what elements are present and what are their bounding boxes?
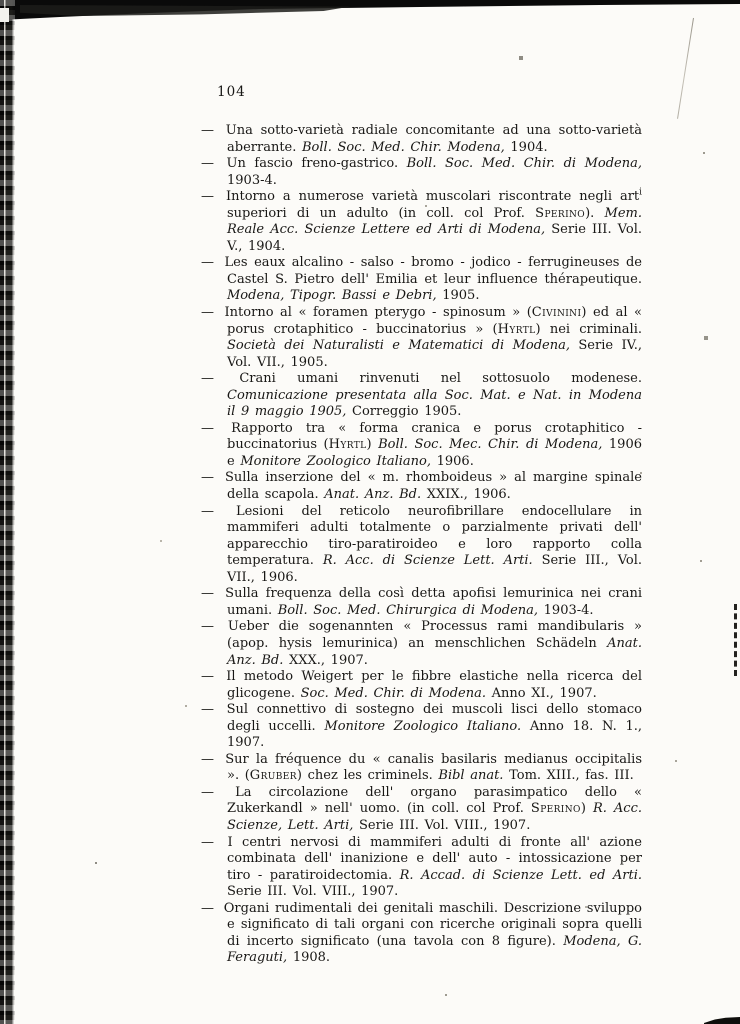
entry-text-segment: Sperino: [530, 801, 581, 817]
bibliography-entry: [201, 835, 642, 901]
entry-text-segment: Un fascio freno-gastrico.: [226, 156, 407, 172]
entry-text-segment: ).: [585, 205, 605, 221]
entry-text-segment: Sperino: [535, 205, 586, 221]
entry-dash: —: [201, 156, 223, 172]
entry-text-segment: R. Acc. di Scienze Lett. Arti.: [322, 553, 533, 569]
entry-dash: —: [201, 900, 220, 916]
bibliography-entry: [201, 305, 642, 371]
entry-text-segment: ) nei criminali.: [535, 321, 642, 337]
entry-text-segment: ): [366, 437, 379, 453]
entry-dash: —: [201, 255, 221, 271]
entry-text-segment: Crani umani rinvenuti nel sottosuolo modenese.: [239, 371, 643, 387]
entry-text-segment: 1908.: [287, 950, 331, 966]
entry-text-segment: Modena, G. Feraguti,: [227, 933, 642, 966]
entry-text-segment: 1905.: [436, 288, 480, 304]
entry-text-segment: Il metodo Weigert per le fibbre elastiche nella ricerca del glicogene.: [226, 669, 643, 701]
entry-text-segment: ) chez les criminels.: [296, 768, 439, 784]
bibliography-entry: [201, 619, 642, 669]
scan-artifact-top-smudge: [20, 5, 350, 16]
scan-artifact-corner-notch: [0, 8, 9, 22]
entry-text-segment: R. Accad. di Scienze Lett. ed Arti.: [399, 867, 643, 883]
entry-text-segment: superiori di un adulto (in coll. col Prof.: [227, 205, 536, 221]
entry-dash: —: [201, 586, 222, 602]
entry-text-segment: Bibl anat.: [438, 768, 504, 784]
bibliography-entry: [201, 421, 642, 471]
entry-text-segment: Intorno al « foramen pterygo - spinosum » (: [224, 305, 532, 321]
entry-text-segment: Gruber: [249, 768, 297, 784]
page-number: 104: [217, 84, 246, 100]
entry-text-segment: Sulla inserzione del « m. rhomboideus » al margine spinale della scapola.: [225, 470, 642, 503]
entry-text-segment: Sulla frequenza della così detta apofisi lemurinica nei crani umani.: [225, 586, 642, 618]
entry-text-segment: Rapporto tra « forma cranica e porus crotaphitico - buccinatorius (: [227, 420, 642, 453]
entry-text-segment: Les eaux alcalino - salso - bromo - jodico - ferrugineuses de Castel S. Pietro dell' Emilia et leur influence thérapeutique.: [224, 255, 642, 287]
bibliography-entry: [201, 752, 642, 785]
entry-text-segment: Boll. Soc. Med. Chirurgica di Modena,: [277, 602, 539, 618]
entry-dash: —: [201, 751, 222, 767]
scan-artifact-right-dashes: [734, 604, 737, 676]
bibliography-entry: [201, 470, 642, 503]
entry-text-segment: Serie IV., Vol. VII., 1905.: [227, 338, 642, 370]
bibliography-entry: [201, 586, 642, 619]
entry-dash: —: [201, 305, 221, 321]
entry-text-segment: Boll. Soc. Mec. Chir. di Modena,: [378, 437, 603, 453]
entry-text-segment: La circolazione dell' organo parasimpatico dello « Zukerkandl » nell' uomo. (in coll. col Prof.: [227, 784, 642, 817]
bibliography-entry: [201, 255, 642, 305]
entry-text-segment: Monitore Zoologico Italiano,: [240, 453, 431, 469]
entry-text-segment: ): [580, 801, 593, 817]
entry-dash: —: [201, 619, 224, 635]
bibliography-entry: [201, 123, 642, 156]
entry-text-segment: ) ed al « porus crotaphitico - buccinatorius » (: [227, 305, 642, 337]
entry-text-segment: Serie III. Vol. VIII., 1907.: [227, 884, 399, 900]
entry-text-segment: Serie III., Vol. VII., 1906.: [227, 553, 643, 585]
entry-text-segment: Hyrtl: [497, 321, 536, 337]
bibliography-list: [201, 123, 642, 967]
scan-artifact-scratch: [677, 18, 694, 119]
entry-text-segment: Organi rudimentali dei genitali maschili. Descrizione sviluppo e significato di tali organi con ricerche originali sopra quelli di incerto significato (una tavola con 8 figure).: [223, 900, 642, 949]
entry-text-segment: I centri nervosi di mammiferi adulti di fronte all' azione combinata dell' inanizione e dell' auto - intossicazione per tiro - paratiroidectomia.: [227, 834, 642, 883]
entry-dash: —: [201, 470, 222, 486]
entry-text-segment: Civinini: [531, 305, 582, 321]
entry-text-segment: Boll. Soc. Med. Chir. Modena,: [302, 139, 505, 155]
entry-dash: —: [201, 784, 232, 800]
scan-artifact-bottom-mark: [704, 1017, 740, 1024]
entry-text-segment: Serie III. Vol. VIII., 1907.: [353, 817, 531, 833]
entry-dash: —: [201, 420, 228, 436]
entry-dash: —: [201, 189, 222, 205]
entry-text-segment: Hyrtl: [328, 437, 367, 453]
entry-text-segment: Società dei Naturalisti e Matematici di Modena,: [227, 338, 570, 354]
bibliography-entry: [201, 785, 642, 835]
entry-dash: —: [201, 834, 224, 850]
entry-text-segment: Correggio 1905.: [346, 404, 462, 420]
bibliography-entry: [201, 156, 642, 189]
entry-dash: —: [201, 702, 223, 718]
bibliography-entry: [201, 901, 642, 967]
scan-artifact-left-binding-edge: [0, 0, 15, 1024]
entry-text-segment: Comunicazione presentata alla Soc. Mat. e Nat. in Modena il 9 maggio 1905,: [227, 387, 642, 420]
entry-text-segment: XXX., 1907.: [283, 652, 368, 668]
entry-dash: —: [201, 123, 222, 138]
bibliography-entry: [201, 702, 642, 752]
entry-text-segment: Una sotto-varietà radiale concomitante ad una sotto-varietà aberrante.: [225, 123, 642, 155]
entry-text-segment: Intorno a numerose varietà muscolari riscontrate negli art: [225, 189, 640, 205]
entry-text-segment: Sul connettivo di sostegno dei muscoli lisci dello stomaco degli uccelli.: [226, 702, 642, 734]
bibliography-entry: [201, 189, 642, 255]
bibliography-entry: [201, 669, 642, 702]
entry-text-segment: Serie III. Vol. V., 1904.: [227, 222, 642, 254]
entry-text-segment: 1903-4.: [227, 172, 277, 188]
entry-text-segment: Mem. Reale Acc. Scienze Lettere ed Arti di Modena,: [227, 205, 642, 238]
entry-dash: —: [201, 669, 223, 685]
scan-artifact-specks: [0, 0, 2, 2]
entry-text-segment: Anat. Anz. Bd.: [324, 487, 422, 503]
entry-text-segment: Anno XI., 1907.: [486, 685, 597, 701]
entry-text-segment: Lesioni del reticolo neurofibrillare endocellulare in mammiferi adulti totalmente o parzialmente privati dell' apparecchio tiro-paratiroideo e loro rapporto colla temperatura.: [227, 503, 642, 569]
entry-text-segment: XXIX., 1906.: [421, 487, 511, 503]
entry-text-segment: Anat. Anz. Bd.: [227, 635, 642, 668]
entry-text-segment: R. Acc. Scienze, Lett. Arti,: [227, 801, 642, 833]
bibliography-entry: [201, 371, 642, 421]
entry-dash: —: [201, 371, 236, 387]
entry-text-segment: Boll. Soc. Med. Chir. di Modena,: [406, 156, 642, 172]
entry-text-segment: Soc. Med. Chir. di Modena.: [300, 685, 487, 701]
entry-text-segment: 1904.: [504, 139, 548, 155]
entry-text-segment: Modena, Tipogr. Bassi e Debri,: [227, 288, 437, 304]
entry-text-segment: Sur la fréquence du « canalis basilaris medianus occipitalis ». (: [225, 751, 642, 784]
entry-text-segment: 1906.: [430, 453, 474, 469]
entry-dash: —: [201, 503, 232, 519]
entry-text-segment: Tom. XIII., fas. III.: [503, 768, 634, 784]
entry-text-segment: Monitore Zoologico Italiano.: [324, 718, 522, 734]
entry-text-segment: 1906 e: [227, 437, 642, 469]
entry-text-segment: Anno 18. N. 1., 1907.: [227, 718, 642, 751]
entry-text-segment: Ueber die sogenannten « Processus rami mandibularis » (apop. hysis lemurinica) an menschlichen Schädeln: [227, 619, 642, 651]
entry-text-segment: i: [639, 187, 642, 198]
entry-text-segment: 1903-4.: [538, 602, 594, 618]
bibliography-entry: [201, 504, 642, 587]
